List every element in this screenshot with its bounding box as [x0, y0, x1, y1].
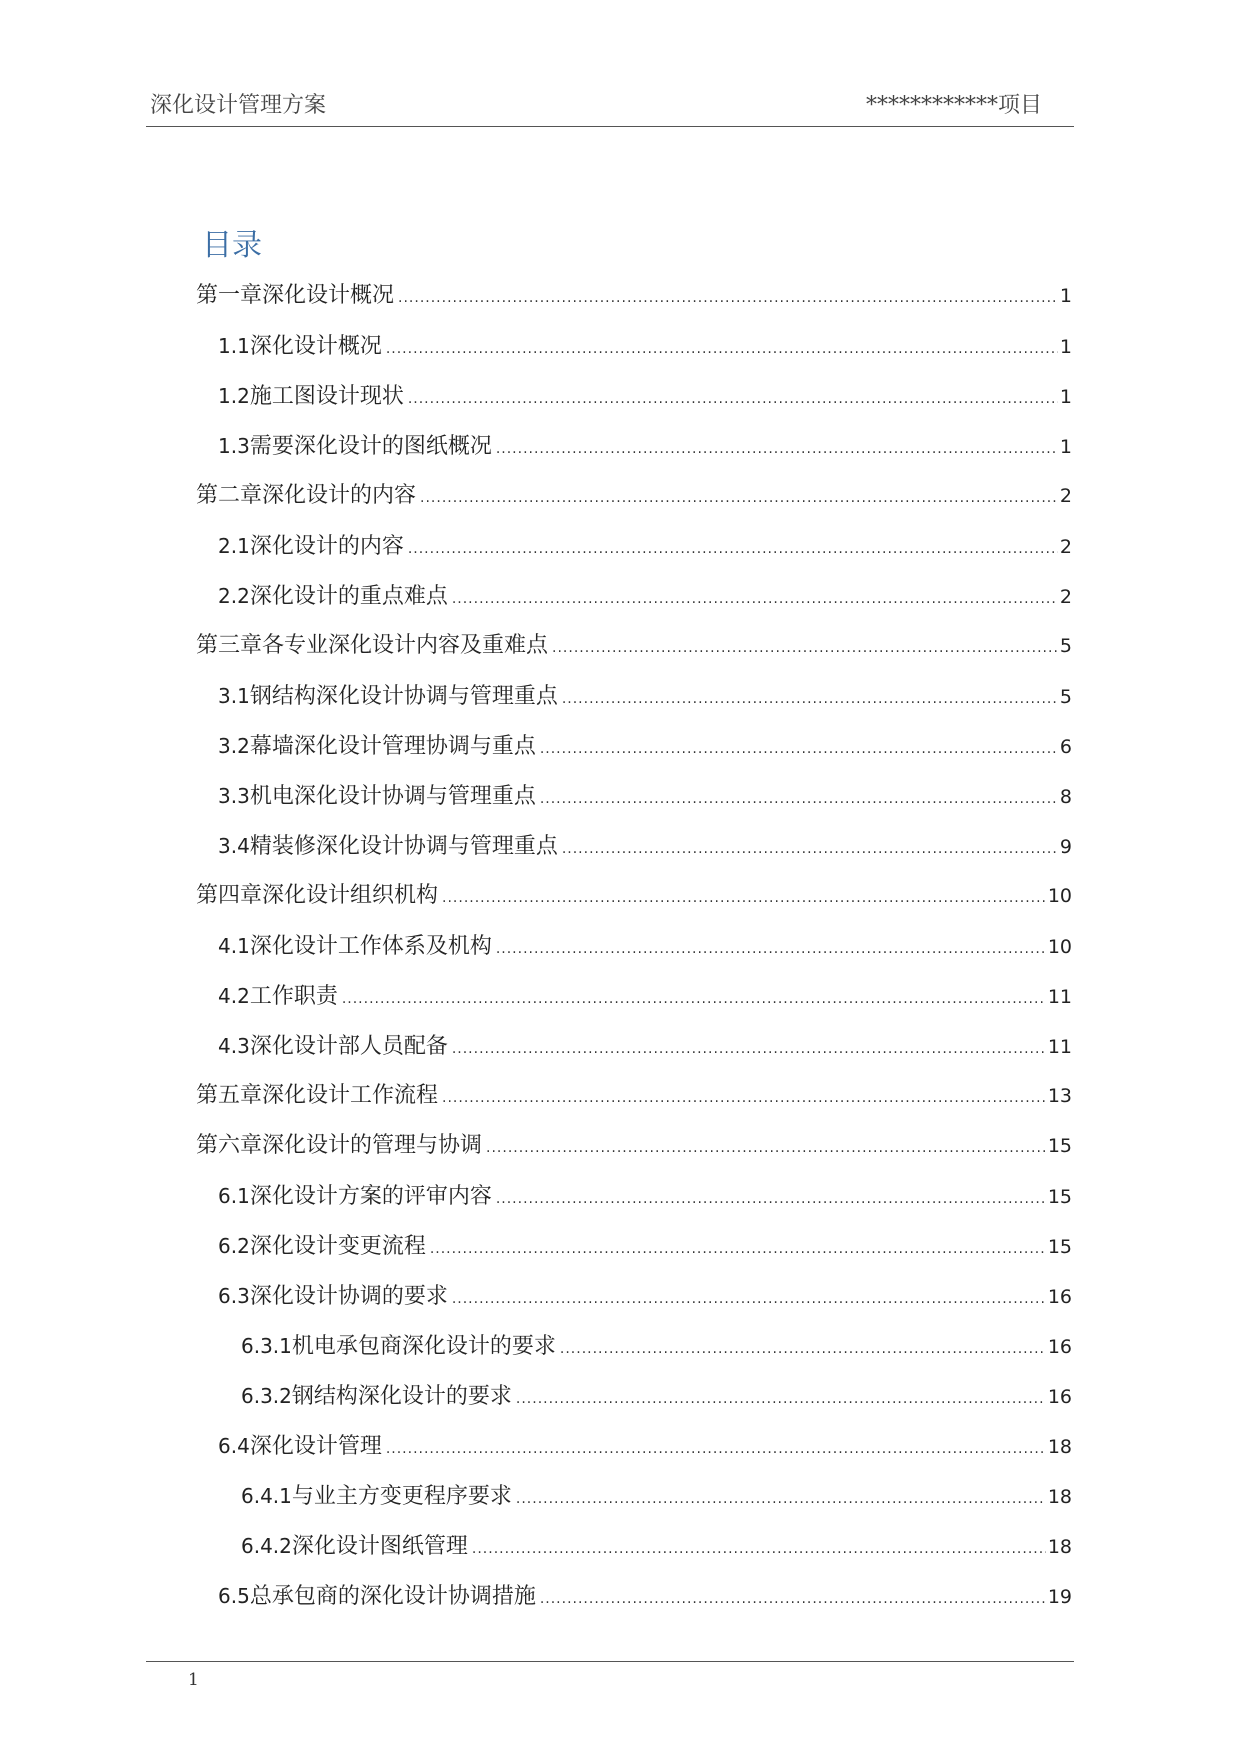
toc-entry-page: 2	[1059, 586, 1072, 608]
toc-entry-text: 深化设计的内容	[249, 534, 404, 559]
toc-entry-text: 深化设计的内容	[262, 483, 417, 508]
toc-leader-dots	[452, 574, 1058, 624]
toc-leader-dots	[472, 1524, 1046, 1574]
toc-entry-number: 1.1	[218, 334, 250, 358]
toc-entry-page: 15	[1047, 1135, 1072, 1157]
toc-leader-dots	[408, 374, 1058, 424]
toc-entry-text: 深化设计的重点难点	[249, 584, 448, 609]
toc-entry-number: 6.4.1	[241, 1484, 292, 1508]
toc-entry[interactable]	[196, 1021, 1072, 1071]
toc-entry-page: 13	[1047, 1085, 1072, 1107]
page-footer	[146, 1661, 1074, 1690]
toc-entry[interactable]	[196, 1271, 1072, 1321]
toc-entry-text: 深化设计概况	[262, 283, 395, 308]
toc-entry[interactable]	[196, 1571, 1072, 1621]
toc-entry-number: 4.1	[218, 934, 250, 958]
toc-entry-text: 工作职责	[249, 984, 338, 1009]
toc-entry-page: 16	[1047, 1286, 1072, 1308]
toc-entry[interactable]	[196, 1321, 1072, 1371]
toc-entry-page: 2	[1059, 485, 1072, 507]
toc-entry-number: 3.2	[218, 734, 250, 758]
toc-entry-page: 11	[1047, 1036, 1072, 1058]
toc-entry-number: 第五章	[196, 1083, 263, 1108]
toc-entry-text: 深化设计方案的评审内容	[249, 1184, 492, 1209]
toc-entry-number: 3.4	[218, 834, 250, 858]
toc-entry-page: 18	[1047, 1486, 1072, 1508]
document-title-header: 深化设计管理方案	[150, 93, 327, 118]
toc-entry-number: 3.1	[218, 684, 250, 708]
toc-entry-number: 第二章	[196, 483, 263, 508]
toc-entry-number: 1.3	[218, 434, 250, 458]
toc-entry[interactable]	[196, 871, 1072, 921]
toc-entry-text: 需要深化设计的图纸概况	[249, 434, 492, 459]
toc-entry-text: 机电承包商深化设计的要求	[291, 1334, 556, 1359]
toc-entry-page: 1	[1059, 386, 1072, 408]
toc-entry[interactable]	[196, 1471, 1072, 1521]
toc-leader-dots	[420, 473, 1058, 523]
toc-entry[interactable]	[196, 1421, 1072, 1471]
toc-entry-number: 6.3.1	[241, 1334, 292, 1358]
toc-entry-number: 第三章	[196, 633, 263, 658]
toc-leader-dots	[562, 674, 1058, 724]
toc-leader-dots	[342, 974, 1046, 1024]
toc-entry-number: 第一章	[196, 283, 263, 308]
toc-entry-page: 1	[1059, 436, 1072, 458]
toc-entry-text: 机电深化设计协调与管理重点	[249, 784, 536, 809]
toc-leader-dots	[398, 273, 1058, 323]
toc-entry-text: 深化设计工作体系及机构	[249, 934, 492, 959]
toc-entry-number: 第四章	[196, 883, 263, 908]
toc-entry-page: 18	[1047, 1536, 1072, 1558]
toc-entry-page: 5	[1059, 686, 1072, 708]
toc-entry[interactable]	[196, 1221, 1072, 1271]
toc-entry-text: 各专业深化设计内容及重难点	[262, 633, 549, 658]
toc-leader-dots	[496, 924, 1046, 974]
toc-entry-number: 6.2	[218, 1234, 250, 1258]
toc-leader-dots	[552, 623, 1058, 673]
toc-entry-page: 18	[1047, 1436, 1072, 1458]
toc-entry-text: 深化设计变更流程	[249, 1234, 426, 1259]
toc-entry[interactable]	[196, 921, 1072, 971]
toc-entry[interactable]	[196, 821, 1072, 871]
toc-entry-text: 精装修深化设计协调与管理重点	[249, 834, 558, 859]
toc-entry-text: 深化设计工作流程	[262, 1083, 439, 1108]
toc-entry-number: 6.3.2	[241, 1384, 292, 1408]
toc-leader-dots	[560, 1324, 1046, 1374]
toc-entry-text: 幕墙深化设计管理协调与重点	[249, 734, 536, 759]
toc-entry-number: 4.2	[218, 984, 250, 1008]
toc-entry[interactable]	[196, 771, 1072, 821]
toc-entry[interactable]	[196, 471, 1072, 521]
toc-entry[interactable]	[196, 321, 1072, 371]
toc-entry-number: 4.3	[218, 1034, 250, 1058]
toc-leader-dots	[430, 1224, 1046, 1274]
toc-entry-text: 钢结构深化设计协调与管理重点	[249, 684, 558, 709]
toc-entry-text: 钢结构深化设计的要求	[291, 1384, 512, 1409]
toc-entry-page: 16	[1047, 1386, 1072, 1408]
toc-entry-number: 2.2	[218, 584, 250, 608]
toc-leader-dots	[486, 1123, 1046, 1173]
toc-entry-text: 深化设计管理	[249, 1434, 382, 1459]
toc-leader-dots	[442, 873, 1046, 923]
toc-entry[interactable]	[196, 1071, 1072, 1121]
toc-entry-page: 10	[1047, 885, 1072, 907]
toc-entry[interactable]	[196, 521, 1072, 571]
toc-leader-dots	[452, 1274, 1046, 1324]
toc-entry-text: 深化设计组织机构	[262, 883, 439, 908]
toc-entry[interactable]	[196, 1521, 1072, 1571]
toc-entry-text: 深化设计协调的要求	[249, 1284, 448, 1309]
toc-leader-dots	[386, 324, 1058, 374]
toc-entry[interactable]	[196, 1121, 1072, 1171]
toc-entry-page: 5	[1059, 635, 1072, 657]
toc-entry-number: 6.4	[218, 1434, 250, 1458]
toc-entry[interactable]	[196, 371, 1072, 421]
footer-page-number: 1	[188, 1670, 199, 1690]
toc-entry-text: 与业主方变更程序要求	[291, 1484, 512, 1509]
toc-entry-number: 3.3	[218, 784, 250, 808]
toc-leader-dots	[540, 724, 1058, 774]
toc-entry[interactable]	[196, 571, 1072, 621]
toc-entry-page: 9	[1059, 836, 1072, 858]
toc-leader-dots	[452, 1024, 1046, 1074]
toc-entry[interactable]	[196, 1371, 1072, 1421]
toc-entry-number: 6.5	[218, 1584, 250, 1608]
toc-entry-text: 深化设计部人员配备	[249, 1034, 448, 1059]
project-name-header: ************项目	[865, 93, 1042, 118]
toc-entry-text: 深化设计的管理与协调	[262, 1133, 483, 1158]
toc-entry[interactable]	[196, 1171, 1072, 1221]
toc-entry-page: 8	[1059, 786, 1072, 808]
toc-entry-page: 15	[1047, 1186, 1072, 1208]
toc-entry-text: 深化设计图纸管理	[291, 1534, 468, 1559]
toc-entry-number: 6.3	[218, 1284, 250, 1308]
toc-title: 目录	[202, 228, 262, 264]
toc-leader-dots	[516, 1374, 1046, 1424]
page-header	[146, 84, 1074, 127]
toc-leader-dots	[496, 424, 1058, 474]
toc-entry-page: 1	[1059, 285, 1072, 307]
toc-leader-dots	[516, 1474, 1046, 1524]
toc-leader-dots	[496, 1174, 1046, 1224]
toc-entry-page: 19	[1047, 1586, 1072, 1608]
toc-entry-page: 11	[1047, 986, 1072, 1008]
toc-entry[interactable]	[196, 271, 1072, 321]
toc-entry-number: 1.2	[218, 384, 250, 408]
toc-entry-page: 10	[1047, 936, 1072, 958]
toc-entry-number: 6.1	[218, 1184, 250, 1208]
toc-entry[interactable]	[196, 971, 1072, 1021]
toc-leader-dots	[540, 1574, 1046, 1624]
toc-leader-dots	[540, 774, 1058, 824]
toc-entry-text: 施工图设计现状	[249, 384, 404, 409]
toc-entry[interactable]	[196, 671, 1072, 721]
toc-entry[interactable]	[196, 421, 1072, 471]
toc-entry-number: 2.1	[218, 534, 250, 558]
toc-entry-text: 深化设计概况	[249, 334, 382, 359]
toc-leader-dots	[386, 1424, 1046, 1474]
toc-leader-dots	[562, 824, 1058, 874]
table-of-contents	[196, 271, 1072, 1621]
toc-entry-page: 16	[1047, 1336, 1072, 1358]
toc-leader-dots	[442, 1073, 1046, 1123]
toc-entry-text: 总承包商的深化设计协调措施	[249, 1584, 536, 1609]
toc-entry-number: 第六章	[196, 1133, 263, 1158]
toc-entry-page: 1	[1059, 336, 1072, 358]
toc-entry-page: 15	[1047, 1236, 1072, 1258]
toc-entry-page: 6	[1059, 736, 1072, 758]
toc-entry[interactable]	[196, 721, 1072, 771]
toc-entry[interactable]	[196, 621, 1072, 671]
toc-entry-number: 6.4.2	[241, 1534, 292, 1558]
toc-leader-dots	[408, 524, 1058, 574]
toc-entry-page: 2	[1059, 536, 1072, 558]
